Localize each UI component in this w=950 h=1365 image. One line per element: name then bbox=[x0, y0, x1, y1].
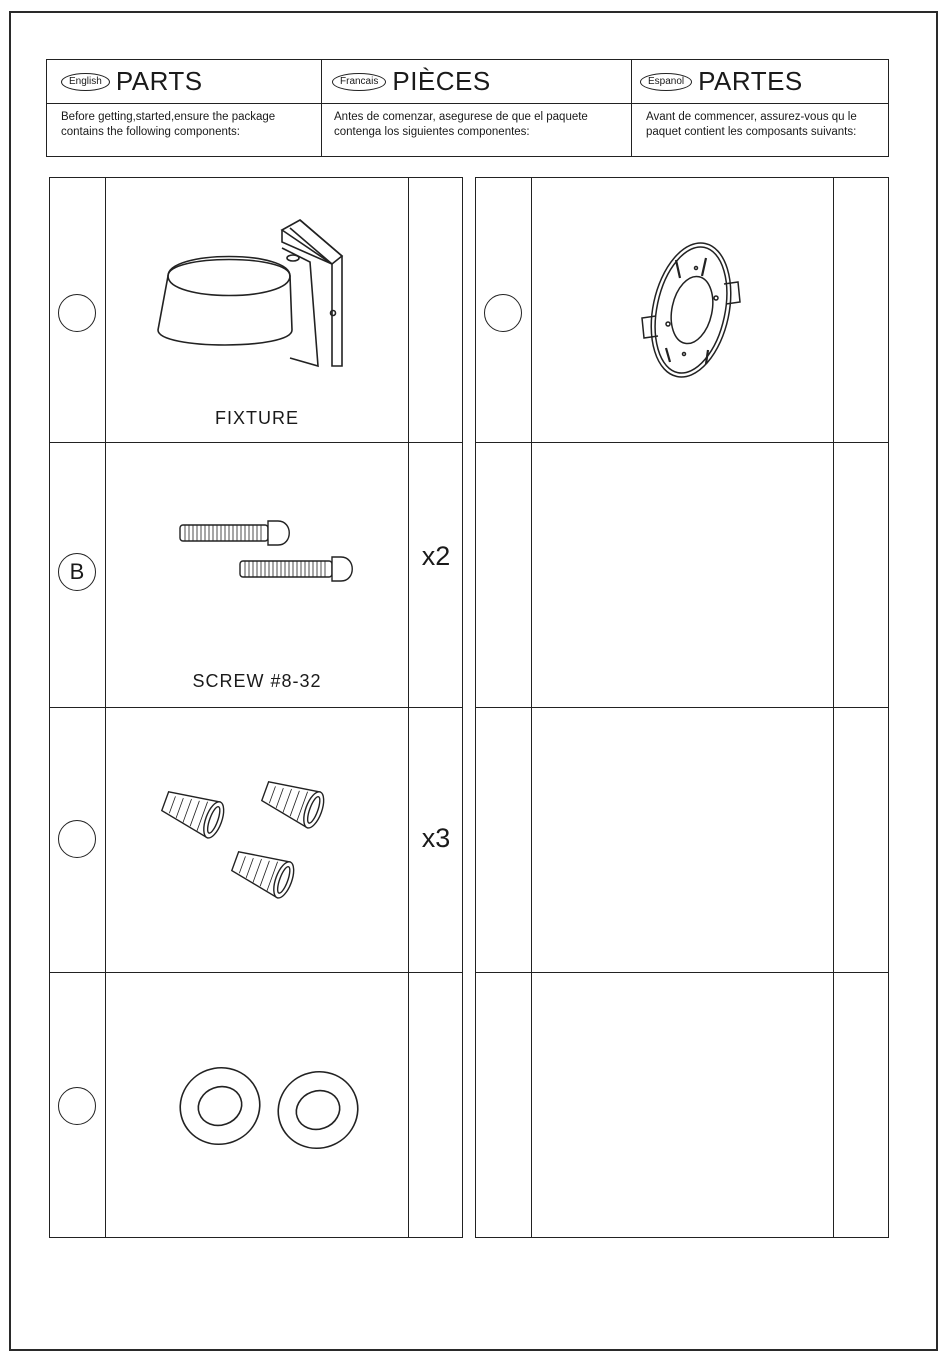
part-label-screw: SCREW #8-32 bbox=[192, 671, 322, 691]
english-title: PARTS bbox=[115, 66, 203, 96]
header-espanol bbox=[631, 60, 888, 156]
english-language-tag: English bbox=[61, 73, 110, 91]
part-row-fixture bbox=[50, 178, 462, 443]
part-row-washers bbox=[50, 973, 462, 1238]
fixture-illustration bbox=[150, 218, 350, 378]
part-letter-circle bbox=[58, 1087, 96, 1125]
part-letter-circle bbox=[484, 294, 522, 332]
mounting-plate-illustration bbox=[636, 238, 746, 383]
part-letter-circle bbox=[58, 294, 96, 332]
parts-table-left bbox=[49, 177, 463, 1238]
parts-table-right bbox=[475, 177, 889, 1238]
english-desc-line-2: contains the following components: bbox=[61, 126, 240, 138]
espanol-desc-line-2: paquet contient les composants suivants: bbox=[646, 126, 857, 138]
francais-desc-line-2: contenga los siguientes componentes: bbox=[334, 126, 530, 138]
part-row-mounting-plate bbox=[476, 178, 888, 443]
empty-part-row bbox=[476, 973, 888, 1238]
part-label-fixture: FIXTURE bbox=[214, 408, 299, 428]
part-letter-circle bbox=[58, 820, 96, 858]
part-qty-screw: x2 bbox=[421, 541, 451, 571]
header-francais bbox=[321, 60, 631, 156]
washers-illustration bbox=[175, 1058, 365, 1158]
english-description bbox=[47, 104, 321, 140]
empty-part-row bbox=[476, 443, 888, 708]
francais-desc-line-1: Antes de comenzar, asegurese de que el paquete bbox=[334, 111, 588, 123]
parts-header bbox=[46, 59, 889, 157]
part-qty-wire-nuts: x3 bbox=[421, 823, 451, 853]
francais-language-tag: Francais bbox=[332, 73, 386, 91]
espanol-desc-line-1: Avant de commencer, assurez-vous qu le bbox=[646, 111, 857, 123]
screw-illustration bbox=[175, 513, 355, 593]
part-row-wire-nuts bbox=[50, 708, 462, 973]
empty-part-row bbox=[476, 708, 888, 973]
francais-title: PIÈCES bbox=[392, 66, 491, 96]
wire-nuts-illustration bbox=[160, 778, 360, 928]
header-english bbox=[47, 60, 321, 156]
part-row-screw bbox=[50, 443, 462, 708]
francais-description bbox=[322, 104, 631, 140]
espanol-title: PARTES bbox=[698, 66, 803, 96]
english-desc-line-1: Before getting,started,ensure the package bbox=[61, 111, 276, 123]
espanol-language-tag: Espanol bbox=[640, 73, 692, 91]
part-letter-circle: B bbox=[58, 553, 96, 591]
espanol-description bbox=[632, 104, 888, 140]
